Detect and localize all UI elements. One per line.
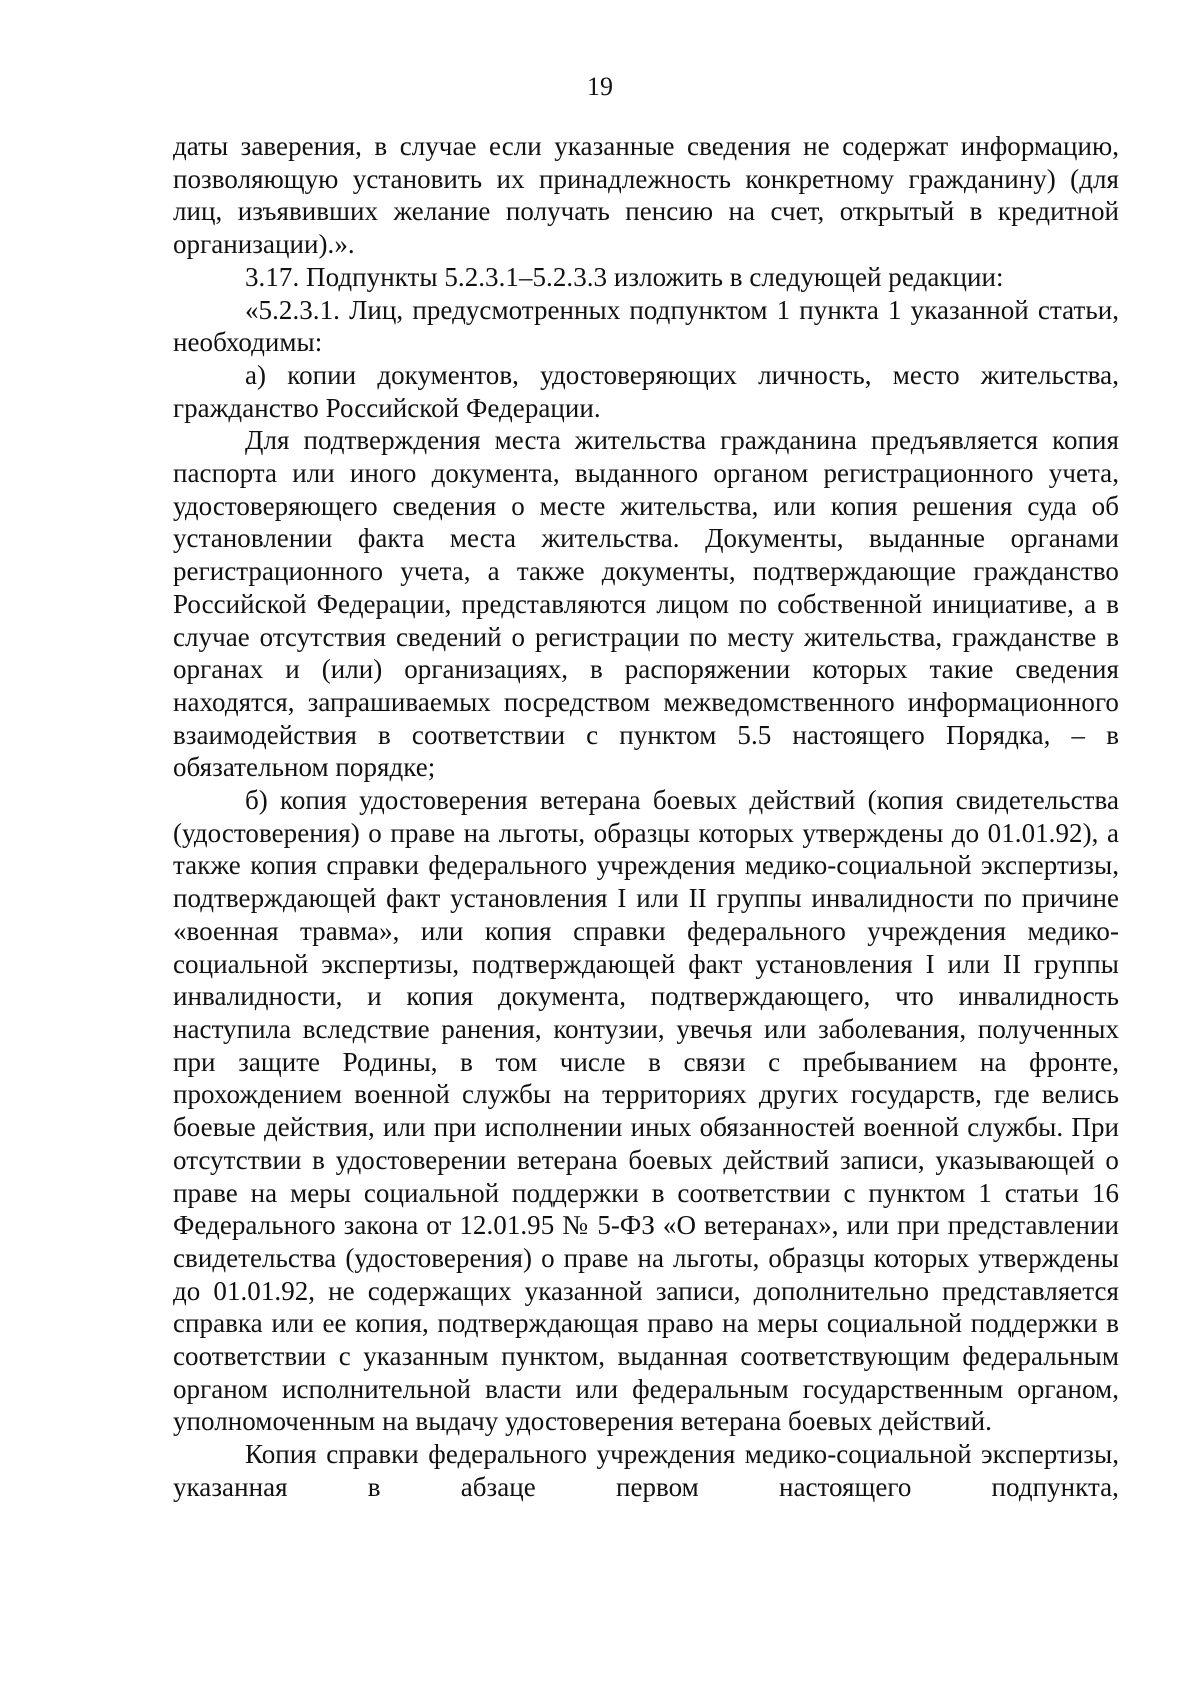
page-number: 19 <box>587 72 613 101</box>
paragraph-mse-certificate: Копия справки федерального учреждения медико-социальной экспертизы, указанная в абзаце первом настоящего подпункта, <box>173 1439 1119 1502</box>
paragraph-amendment-3-17: 3.17. Подпункты 5.2.3.1–5.2.3.3 изложить в следующей редакции: <box>245 261 1004 292</box>
paragraph-5-2-3-1: «5.2.3.1. Лиц, предусмотренных подпунктом 1 пункта 1 указанной статьи, необходимы: <box>173 294 1119 358</box>
paragraph-continuation: даты заверения, в случае если указанные сведения не содержат информацию, позволяющую установить их принадлежность конкретному гражданину) (для лиц, изъявивших желание получать пенсию на счет, открытый в кредитной организации).». <box>173 131 1119 260</box>
paragraph-item-b: б) копия удостоверения ветерана боевых действий (копия свидетельства (удостоверения) о праве на льготы, образцы которых утверждены до 01.01.92), а также копия справки федерального учреждения медико-социальной экспертизы, подтверждающей факт установления I или II группы инвалидности по причине «военная травма», или копия справки федерального учреждения медико-социальной экспертизы, подтверждающей факт установления I или II группы инвалидности, и копия документа, подтверждающего, что инвалидность наступила вследствие ранения, контузии, увечья или заболевания, полученных при защите Родины, в том числе в связи с пребыванием на фронте, прохождением военной службы на территориях других государств, где велись боевые действия, или при исполнении иных обязанностей военной службы. При отсутствии в удостоверении ветерана боевых действий записи, указывающей о праве на меры социальной поддержки в соответствии с пунктом 1 статьи 16 Федерального закона от 12.01.95 № 5-ФЗ «О ветеранах», или при представлении свидетельства (удостоверения) о праве на льготы, образцы которых утверждены до 01.01.92, не содержащих указанной записи, дополнительно представляется справка или ее копия, подтверждающая право на меры социальной поддержки в соответствии с указанным пунктом, выданная соответствующим федеральным органом исполнительной власти или федеральным государственным органом, уполномоченным на выдачу удостоверения ветерана боевых действий. <box>173 785 1119 1437</box>
document-body <box>173 130 1119 1504</box>
paragraph-item-a: а) копии документов, удостоверяющих личность, место жительства, гражданство Российской Федерации. <box>173 359 1119 423</box>
paragraph-residence-confirmation: Для подтверждения места жительства гражданина предъявляется копия паспорта или иного документа, выданного органом регистрационного учета, удостоверяющего сведения о месте жительства, или копия решения суда об установлении факта места жительства. Документы, выданные органами регистрационного учета, а также документы, подтверждающие гражданство Российской Федерации, представляются лицом по собственной инициативе, а в случае отсутствия сведений о регистрации по месту жительства, гражданстве в органах и (или) организациях, в распоряжении которых такие сведения находятся, запрашиваемых посредством межведомственного информационного взаимодействия в соответствии с пунктом 5.5 настоящего Порядка, – в обязательном порядке; <box>173 425 1119 783</box>
